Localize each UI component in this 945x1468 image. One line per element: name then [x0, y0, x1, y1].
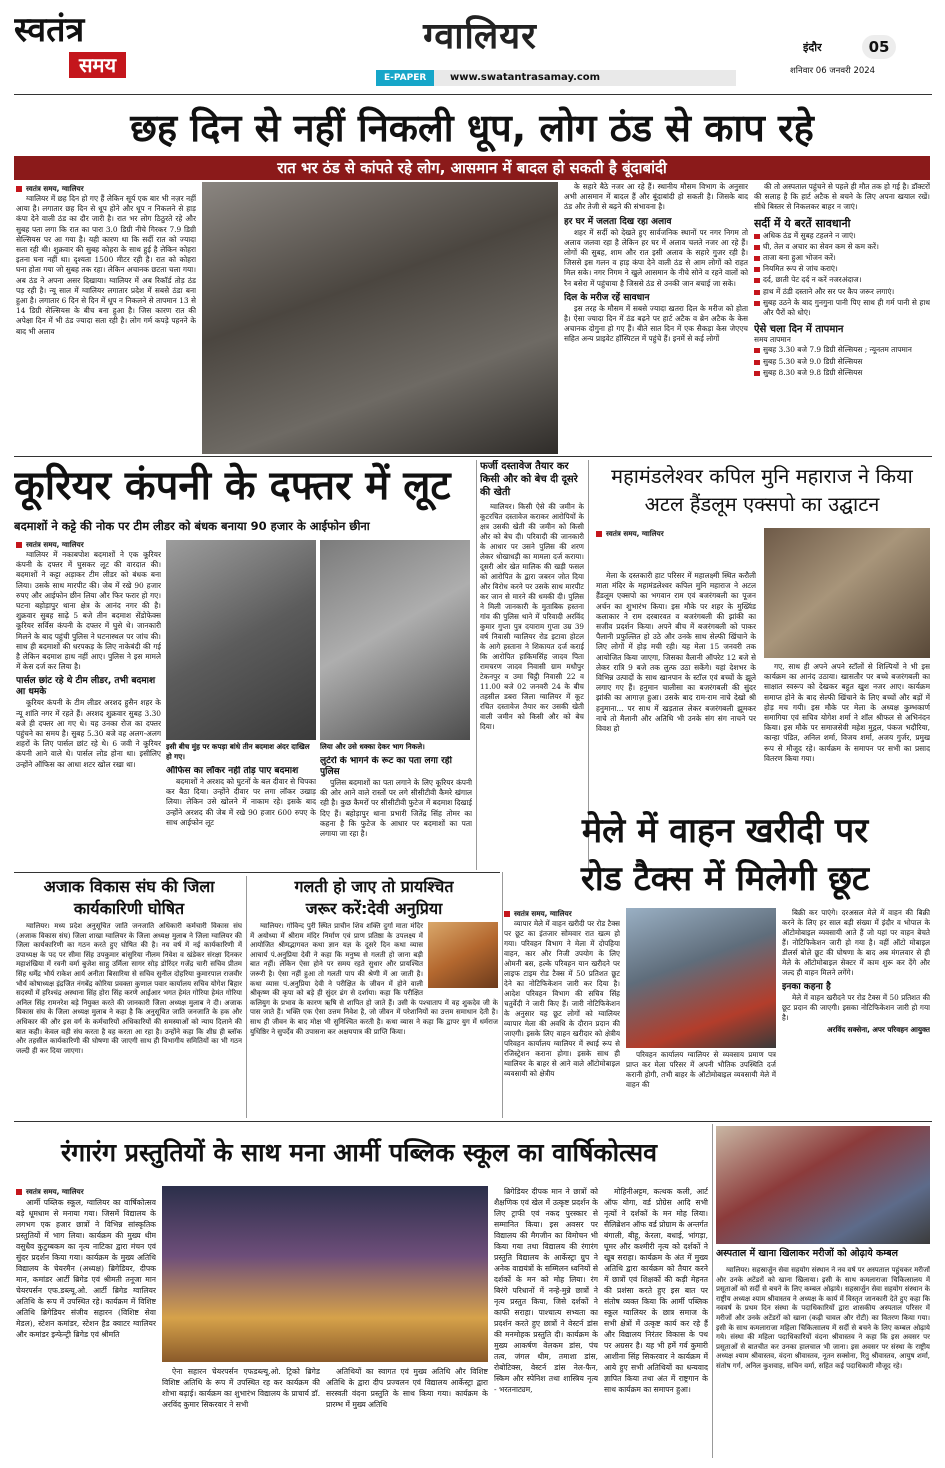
lead-subhead: रात भर ठंड से कांपते रहे लोग, आसमान में बादल हो सकती है बूंदाबांदी: [277, 159, 667, 177]
courier-col3: लुटेरों के भागने के रूट का पता लगा रही पुलिस पुलिस बदमाशों का पता लगाने के लिए कूरियर कंपनी की ओर आने वाले रास्तों पर लगे सीसीटीवी कैमरे खंगाल रही है। कुछ कैमरों पर सीसीटीवी फुटेज में बदमाश दिखाई दिए हैं। बहोड़ापुर थाना प्रभारी जितेंद्र सिंह तोमर का कहना है कि फुटेज के आधार पर बदमाशों का पता लगाया जा रहा है।: [320, 756, 472, 839]
road-tax-col3: बिक्री कर पाएंगे। दरअसल मेले में वाहन की बिक्री करने के लिए हर साल बड़ी संख्या में इंदौर व भोपाल के ऑटोमोबाइल व्यवसायी आते हैं जो यहां पर वाहन बेचते हैं। नोटिफिकेशन जारी हो गया है। वहीं ऑटो मोबाइल डीलर्स बोले छूट की घोषणा के बाद अब मंगलवार से ही मेले के ऑटोमोबाइल सेक्टर में काम शुरू कर देंगे और जल्द ही वाहन मिलने लगेंगे। इनका कहना है मेले में वाहन खरीदने पर रोड टैक्स में 50 प्रतिशत की छूट प्रदान की जाएगी। इसका नोटिफिकेशन जारी हो गया है। अरविंद सक्सेना, अपर परिवहन आयुक्त: [782, 908, 930, 1034]
army-col1: स्वतंत्र समय, ग्वालियर आर्मी पब्लिक स्कूल, ग्वालियर का वार्षिकोत्सव बड़े धूमधाम से मनाया गया। जिसमें विद्यालय के लगभग एक हजार छात्रों ने विभिन्न सांस्कृतिक प्रस्तुतियों में भाग लिया। कार्यक्रम की मुख्य थीम वसुधैव कुटुम्बकम का नृत्य नाटिका द्वारा मंचन एवं सुंदर प्रदर्शन किया गया। कार्यक्रम के मुख्य अतिथि विद्यालय के चेयरमैन (अध्यक्ष) ब्रिगेडियर, दीपक मान, कमांडर आर्टी ब्रिगेड एवं श्रीमती तनूजा मान चेयरपर्सन एफ.डब्ल्यू.ओ. आर्टी ब्रिगेड ग्वालियर अतिथि के रूप में उपस्थित रहे। कार्यक्रम में विशिष्ट अतिथि ब्रिगेडियर संजीव सहारन (विशिष्ट सेवा मेडल), स्टेशन कमांडर, स्टेशन हैड क्वाटर ग्वालियर और कमांडर इन्फेन्ट्री ब्रिगेड एवं श्रीमति: [16, 1187, 156, 1339]
courier-caption-right: लिया और उसे धक्का देकर भाग निकले।: [320, 742, 425, 751]
lead-sub-temperature: ऐसे चला दिन में तापमान: [754, 324, 844, 336]
lead-photo: [202, 182, 558, 454]
army-byline: स्वतंत्र समय, ग्वालियर: [16, 1186, 156, 1197]
divider: [14, 456, 932, 457]
ajak-text: ग्वालियर। मध्य प्रदेश अनुसूचित जाति जनजाति अधिकारी कर्मचारी विकास संघ (अजाक विकास संघ) जिला शाखा ग्वालियर के जिला अध्यक्ष मुलाब ने जिला ग्वालियर की जिला कार्यकारिणी का गठन करते हुए घोषित की है। नव वर्ष में नई कार्यकारिणी में उपाध्यक्ष के पद पर सीमा सिंह उपकुमार बांसुरिया नीलम निवेश व खंडेकर संरक्षा दिनकर महाशंखिया में रवनी वर्मा बुजेश साहु उर्मिला सागर सोड़ डोरिंदर गजेंद्र चारी सचिव प्रीतम सिंह धर्मेंद्र भौर्य राकेश आर्य अनीता बिसारिया से सचिव सुनील दोहरिया कुमारपाल राजवीर भौर्य कोषाध्यक्ष इंद्रजित नंगबेंद्र कोरिया प्रवक्ता कुणाल पवार कार्यालय सचिव योगेश बिहार सदस्यों में हरिश्चंद्र अस्थाना सिंह होरा सिंह करणे आईआर भगत हेमंत गोरिया हेमंत गोरिया अनिल सिंह रामनरेश बड़े नियुक्त करते की जानकारी जिला अध्यक्ष मुलाब ने दी। अजाक विकास संघ के जिला अध्यक्ष मुलाब ने कहा है कि अनुसूचित जाति जनजाति के हक और अधिकार की और इस वर्ग के कर्मचारियों अधिकारियों की समस्याओं को न्याय दिलाने की बात कही। केवल वही संघ करता है वह करता आ रहा है। उन्होंने कहा कि शीघ्र ही ब्लॉक और तहसील कार्यकारिणी की घोषणा की जाएगी साथ ही विभागीय समितियों का भी गठन जल्दी ही कर दिया जाएगा।: [16, 922, 242, 1055]
list-item: सुबह 8.30 बजे 9.8 डिग्री सेल्सियस: [754, 368, 930, 378]
army-photo: [162, 1186, 488, 1362]
divider: [712, 1124, 713, 1458]
courier-sub-locker: ऑफिस का लॉकर नहीं तोड़ पाए बदमाश: [166, 766, 299, 776]
list-item: घी, तेल व अचार का सेवन कम से कम करें।: [754, 242, 930, 252]
divider: [502, 872, 503, 1118]
mistake-headline-2: जरूर करें:देवी अनुप्रिया: [305, 899, 443, 918]
logo[interactable]: [14, 10, 139, 88]
issue-date: शनिवार 06 जनवरी 2024: [790, 66, 876, 76]
epaper-strip: [376, 70, 736, 86]
road-tax-photo-caption: परिवहन कार्यालय ग्वालियर से व्यवसाय प्रमाण पत्र प्राप्त कर मेला परिसर में अपनी भौतिक उपस्थिति दर्ज करानी होगी, तभी बाहर के ऑटोमोबाइल व्यवसायी मेले में वाहन की: [626, 1050, 776, 1089]
epaper-label: E-PAPER: [376, 70, 434, 86]
expo-headline: महामंडलेश्वर कपिल मुनि महाराज ने किया अटल हैंडलूम एक्सपो का उद्घाटन: [611, 464, 913, 516]
list-item: नियमित रूप से जांच कराएं।: [754, 264, 930, 274]
speaker-photo: [428, 922, 498, 988]
temp-label: समय तापमान: [754, 335, 791, 345]
lead-col4: की तो अस्पताल पहुंचने से पहले ही मौत तक हो गई है। डॉक्टरों की सलाह है कि हार्ट अटैक से बचने के लिए अपना खयाल रखें। सीधे बिस्तर से निकलकर बाहर न जाएं। सर्दी में ये बरतें सावधानी अधिक ठंड में सुबह टहलने न जाएं। घी, तेल व अचार का सेवन कम से कम करें। ताजा बना हुआ भोजन करें। नियमित रूप से जांच कराएं। दर्द, छाती पेट दर्द न करें नजरअंदाज। हाथ में ठंडी दस्ताने और सर पर कैप जरूर लगाएं। सुबह उठने के बाद गुनगुना पानी पिए साथ ही गर्म पानी से हाथ और पैरों को धोएं। ऐसे चला दिन में तापमान समय तापमान सुबह 3.30 बजे 7.9 डिग्री सेल्सियस ; न्यूनतम तापमान सुबह 5.30 बजे 9.0 डिग्री सेल्सियस सुबह 8.30 बजे 9.8 डिग्री सेल्सियस: [754, 182, 930, 377]
army-col4: मोहिनीअट्टम, कत्थक कली, आर्ट ऑफ योगा, वर्ड प्रोग्रेस आदि सभी नृत्यों ने दर्शकों के मन मोह लिया। सैलिब्रेशन ऑफ वर्ड प्रोग्राम के अन्तर्गत बंगाली, बीहू, केरला, बधाई, भांगड़ा, घूमर और कश्मीरी नृत्य को दर्शकों ने खूब सराहा। कार्यक्रम के अंत में मुख्य अतिथि द्वारा कार्यक्रम को तैयार करने में छात्रों एवं शिक्षकों की कड़ी मेहनत की प्रशंसा करते हुए इस बात पर संतोष व्यक्त किया कि आर्मी पब्लिक स्कूल ग्वालियर के छात्र समाज के सभी क्षेत्रों में उत्कृष्ट कार्य कर रहे हैं और विद्यालय निरंतर विकास के पथ पर अग्रसर है। यह भी हमें गर्व कुमारी आशीना सिंह सिकरवार ने कार्यक्रम में आये हुए सभी अतिथियों का धन्यवाद ज्ञापित किया तथा अंत में राष्ट्रगान के साथ कार्यक्रम का समापन हुआ।: [604, 1187, 708, 1394]
expo-col1: स्वतंत्र समय, ग्वालियर मेला के दस्तकारी हाट परिसर में महालक्ष्मी स्थित करौली माता मंदिर के महामंडलेश्वर कपिल मुनि महाराज ने अटल हैंडलूम एक्सपो का भगवान राम एवं बजरंगबली का पूजन अर्चन का शुभारंभ किया। इस मौके पर शहर के मुख्यिंड कलाकार ने राम दरबारवत व बजरंगबली की झांकी का सजीव प्रदर्शन किया। अपने बीच में बजरंगबली को पाकर पैलानी प्रफुल्लित हो उठे और उनके साथ सेल्फी खिंचाने के लिए लोगों में होड़ मची रही। यह मेला 15 जनवरी तक आयोजित किया जाएगा, जिसका वैलानी ऑपरेट 12 बजे से लेकर रात्रि 9 बजे तक लुत्फ उठा सकेंगे। यहां देशभर के विभिन्न उत्पादों के साथ खानपान के स्टॉल एवं बच्चों के झूले लगाए गए हैं। हनुमान चालीसा का बजरंगबली की सुंदर झांकी का आगाज़ हुआ। उसके बाद राम-राम नाचे देखो श्री हनुमाना... पर साथ में खड़ताल लेकर बजरंगबली झूमकर नाचे तो मैलानी और अतिथि भी उनके संग संग नाचने पर विवश हो: [596, 529, 756, 734]
courier-col2: ऑफिस का लॉकर नहीं तोड़ पाए बदमाश बदमाशों ने अरशद को घुटनों के बल दीवार से चिपका कर बैठा दिया। उन्होंने दीवार पर लगा लॉकर उखाड़ लिया। लेकिन उसे खोलने में नाकाम रहे। इसके बाद उन्होंने अरशद की जेब में रखे 90 हजार 600 रुपए के साथ आईफोन लूट: [166, 766, 316, 827]
mistake-body: ग्वालियर। गोविन्द पुरी स्थित प्राचीन शिव शक्ति दुर्गा माता मंदिर में अयोध्या में श्रीराम मंदिर निर्माण एवं प्राण प्रतिष्ठा के उपलक्ष्य में आयोजित श्रीमद्भागवत कथा ज्ञान यज्ञ के दूसरे दिन कथा व्यास आचार्य पं.अनुप्रिया देवी ने कहा कि मनुष्य से गलती हो जाना बड़ी बात नहीं। लेकिन ऐसा होने पर समय रहते सुधार और प्रायश्चित जरूरी है। ऐसा नहीं हुआ तो गलती पाप की श्रेणी में आ जाती है। कथा व्यास पं.अनुप्रिया देवी ने परीक्षित के जीवन में होने वाली श्रीकृष्ण की कृपा को बड़े ही सुंदर ढंग से दर्शाया। कहा कि परीक्षित कलियुग के प्रभाव के कारण ऋषि से शापित हो जाते हैं। उसी के पश्चाताप में वह शुकदेव जी के पास जाते हैं। भक्ति एक ऐसा उत्तम निवेश है, जो जीवन में परेशानियों का उत्तम समाधान देती है। साथ ही जीवन के बाद मोक्ष भी सुनिश्चित करती है। कथा व्यास ने कहा कि द्वापर युग में धर्मराज युधिष्ठिर ने सुपर्देव की उपासना कर अक्षयपात्र की प्राप्ति किया।: [250, 922, 498, 1036]
list-item: दर्द, छाती पेट दर्द न करें नजरअंदाज।: [754, 275, 930, 285]
logo-bottom: समय: [69, 52, 126, 78]
courier-byline: स्वतंत्र समय, ग्वालियर: [16, 539, 161, 550]
army-under-photo-1: ऐना सहारन चेयरपर्सन एफडब्ल्यू.ओ. ट्रिको ब्रिगेड विशिष्ट अतिथि के रूप में उपस्थित रह कर कार्यक्रम की शोभा बढ़ाई। कार्यक्रम का शुभारंभ विद्यालय के प्राचार्य डॉ. अरविंद कुमार सिकरवार ने सभी: [162, 1367, 320, 1409]
lead-col3: के सहारे बैठे नजर आ रहे हैं। स्थानीय मौसम विभाग के अनुसार अभी आसमान में बादल हैं और बूंदाबांदी हो सकती है। जिसके बाद ठंड और तेजी से बढ़ने की संभावना है। हर घर में जलता दिख रहा अलाव शहर में सर्दी को देखते हुए सार्वजनिक स्थानों पर नगर निगम तो अलाव जलवा रहा है लेकिन हर घर में अलाव चलते नजर आ रहे हैं। लोगों की सुबह, शाम और रात इसी अलाव के सहारे गुजर रही है। जिससे इस गलन व हाड़ कंपा देने वाली ठंड से आम लोगों को राहत मिल सके। नगर निगम ने खुले आसमान के नीचे सोने व रहने वालों को रैन बसेरा में पहुंचाया है जिससे ठंड से उनकी जान बचाई जा सके। दिल के मरीज रहें सावधान इस तरह के मौसम में सबसे ज्यादा खतरा दिल के मरीज को होता है। ऐसा ज्यादा दिन में ठंड बढ़ने पर हार्ट अटैक व ब्रेन अटैक के केस अचानक दोगुना हो गए हैं। बीते सात दिन में एक सैकड़ा केस जेएएच सहित अन्य प्राइवेट हॉस्पिटल में पहुंचे हैं। इनमें से कई लोगों: [564, 182, 748, 344]
hospital-photo: [716, 1126, 930, 1244]
expo-col2: गए, साथ ही अपने अपने स्टॉलों से शिल्पियों ने भी इस कार्यक्रम का आनंद उठाया। खासतौर पर बच्चे बजरंगबली का साक्षात स्वरूप को देखकर बहुत खुश नजर आए। कार्यक्रम समाप्त होने के बाद सेल्फी खिंचाने के लिए बच्चों और बड़ों में होड़ मच गयी। इस मौके पर मेला के अध्यक्ष कुम्भकार्ण समागिया एवं सचिव योगेश शर्मा ने शॉल श्रीफल से अभिनंदन किया। इस मौके पर समाजसेवी महेश मुद्गल, पंकज भदौरिया, कान्हा पंडित, अनिल शर्मा, विजय शर्मा, अजय गुर्जर, प्रमुख रूप से मौजूद रहे। कार्यक्रम के समापन पर सभी का प्रसाद वितरण किया गया।: [764, 662, 930, 763]
divider: [476, 460, 477, 870]
road-tax-headline-1: मेले में वाहन खरीदी पर: [581, 811, 869, 851]
courier-caption-left: इसी बीच मुंह पर कपड़ा बांधे तीन बदमाश अंदर दाखिल हो गए।: [166, 742, 310, 761]
expo-byline: स्वतंत्र समय, ग्वालियर: [596, 528, 756, 539]
lead-headline: छह दिन से नहीं निकली धूप, लोग ठंड से काप रहे: [130, 106, 814, 150]
courier-photo-left: [166, 540, 316, 740]
city-name: ग्वालियर: [423, 16, 537, 57]
expo-photo: [764, 528, 930, 658]
page-number: 05: [862, 35, 896, 59]
temperature-list: [754, 345, 930, 378]
courier-headline: कूरियर कंपनी के दफ्तर में लूट: [14, 463, 451, 509]
army-headline: रंगारंग प्रस्तुतियों के साथ मना आर्मी पब्लिक स्कूल का वार्षिकोत्सव: [60, 1138, 658, 1167]
courier-subhead: बदमाशों ने कट्टे की नोक पर टीम लीडर को बंधक बनाया 90 हजार के आईफोन छीना: [14, 519, 370, 533]
divider: [14, 1121, 932, 1122]
divider: [14, 872, 500, 873]
edition-name: इंदौर: [803, 41, 822, 54]
precaution-list: [754, 231, 930, 319]
mistake-headline-1: गलती हो जाए तो प्रायश्चित: [294, 877, 454, 896]
road-tax-col1: स्वतंत्र समय, ग्वालियर व्यापार मेले में वाहन खरीदी पर रोड टैक्स पर छूट का इंतजार सोमवार रात खत्म हो गया। परिवहन विभाग ने मेला में दोपहिया वाहन, कार और निजी उपयोग के लिए ओमनी बस, हल्के परिवहन यान खरीदने पर लाइफ टाइम रोड टैक्स में 50 प्रतिशत छूट देने का नोटिफिकेशन जारी कर दिया है। आदेश परिवहन विभाग की सचिव सिंह चतुर्वेदी ने जारी किए हैं। जारी नोटिफिकेशन के अनुसार यह छूट लोगों को ग्वालियर व्यापार मेला की अवधि के दौरान प्रदान की जाएगी। इसके लिए वाहन खरीदार को क्षेत्रीय परिवहन कार्यालय ग्वालियर में स्थाई रूप से रजिस्ट्रेशन कराना होगा। इसके साथ ही ग्वालियर के बाहर से आने वाले ऑटोमोबाइल व्यवसायी को क्षेत्रीय: [504, 909, 620, 1078]
masthead: [0, 0, 945, 96]
list-item: सुबह 3.30 बजे 7.9 डिग्री सेल्सियस ; न्यूनतम तापमान: [754, 345, 930, 355]
lead-col1: [16, 183, 196, 453]
lead-sub-bonfire: हर घर में जलता दिख रहा अलाव: [564, 216, 672, 227]
list-item: ताजा बना हुआ भोजन करें।: [754, 253, 930, 263]
ajak-headline: अजाक विकास संघ की जिला कार्यकारिणी घोषित: [43, 877, 215, 918]
road-tax-quote-head: इनका कहना है: [782, 982, 831, 992]
fake-docs-story: फर्जी दस्तावेज तैयार कर किसी और को बेच दी दूसरे की खेती ग्वालियर। किसी ऐसे की जमीन के कूटरचित दस्तावेज कराकर आरोपियों के क्षत्र उसकी खेती की जमीन को किसी और को बेच दी। परिवादी की जानकारी के आधार पर उसने पुलिस की शरण लेकर धोखाधड़ी का मामला दर्ज कराया। दूसरी ओर खेत मालिक की खड़ी फसल को आरोपित के द्वारा जबरन जोत दिया और विरोध करने पर उसके साथ मारपीट कर जान से मारने की धमकी दी। पुलिस ने मिली जानकारी के मुताबिक हस्तना गांव की पुलिस थाने में परिवादी अरविंद कुमार गुप्ता पुत्र दयाराम गुप्ता उम्र 39 वर्ष निवासी ग्वालियर रोड इटावा होटल के आगे हस्ताना ने शिकायत दर्ज कराई कि आरोपित हाकिमसिंह जादव पिता रामचरण जादव निवासी ग्राम मधौपुर टेकनपुर व उमा चिट्ठी निवासी 22 व 11.00 बजे 02 जनवरी 24 के बीच तहसील डबरा जिला ग्वालियर में कूट रचित दस्तावेज तैयार कर उसकी खेती वाली जमीन को किसी और को बेच दिया।: [480, 461, 584, 731]
list-item: अधिक ठंड में सुबह टहलने न जाएं।: [754, 231, 930, 241]
lead-sub-precautions: सर्दी में ये बरतें सावधानी: [754, 216, 851, 230]
hospital-text: ग्वालियर। सहस्रार्जुन सेवा सहयोग संस्थान ने नव वर्ष पर अस्पताल पहुंचकर मरीजों और उनके अटेंडरों को खाना खिलाया। इसी के साथ कमलाराजा चिकित्सालय में प्रसूताओं को सर्दी से बचने के लिए कम्बल ओढ़ाये। सहस्रार्जुन सेवा सहयोग संस्थान के राष्ट्रीय अध्यक्ष श्याम श्रीवास्तव ने अध्यक्ष के कार्य में विस्तृत जानकारी देते हुए कहा कि नववर्ष के प्रथम दिन संस्था के पदाधिकारियों द्वारा शासकीय अस्पताल परिसर में मरीजों और उनके अटेंडरों को खाना (कढ़ी चावल और रोटी) का वितरण किया गया। इसी के साथ कमलाराजा महिला चिकित्सालय में सर्दी से बचने के लिए कम्बल ओढ़ाये गये। संस्था की महिला पदाधिकारियों वंदना श्रीवास्तव ने कहा कि इस अवसर पर प्रसूताओं से बातचीत कर उनका हालचाल भी जाना। इस अवसर पर संस्था के राष्ट्रीय अध्यक्ष श्याम श्रीवास्तव, वंदना श्रीवास्तव, नूतन सक्सेना, रितु श्रीवास्तव, आयुष शर्मा, संतोष गर्ग, अनिल कुशवाह, सचिन वर्मा, सहित कई पदाधिकारी मौजूद रहे।: [716, 1266, 930, 1370]
logo-top: स्वतंत्र: [14, 10, 85, 50]
list-item: हाथ में ठंडी दस्ताने और सर पर कैप जरूर लगाएं।: [754, 287, 930, 297]
road-tax-quote-author: अरविंद सक्सेना, अपर परिवहन आयुक्त: [827, 1025, 930, 1034]
lead-col1-text: ग्वालियर में छह दिन हो गए हैं लेकिन सूर्य एक बार भी नज़र नहीं आया है। लगातार छह दिन से धूप होने और धूप न निकलने से हाड़ कंपा देने वाली ठंड का दौर जारी है। रात भर लोग ठिठुरते रहे और सुबह पता लगा कि रात का पारा 3.0 डिग्री नीचे गिरकर 7.9 डिग्री सेल्सियस पर आ गया है। यही कारण था कि सर्दी रात को ज्यादा सता रही थी। शुक्रवार की सुबह कोहरा के साथ हुई है लेकिन कोहरा इतना घना नहीं था। दृश्यता 1500 मीटर रही है। रात को कोहरा घना होता गया जो सुबह तक रहा। लेकिन अचानक छटता चला गया। अब ठंड ने अपना असर दिखाया। ग्वालियर में अब रिकॉर्ड तोड़ ठंड पड़ रही है। न्यू साल में ग्वालियर लगातार प्रदेश में सबसे ठंडा बना हुआ है। लगातार 6 दिन से दिन में धूप न निकलने से तापमान 13 से 14 डिग्री सेल्सियस के बीच बना हुआ है। जिस कारण रात की अपेक्षा दिन में भी ठंड ज्यादा सता रही है। लोग गर्म कपड़े पहनने के बाद भी अलाव: [16, 194, 196, 336]
lead-subhead-bar: [14, 156, 930, 180]
lead-sub-heart: दिल के मरीज रहें सावधान: [564, 292, 650, 303]
road-tax-byline: स्वतंत्र समय, ग्वालियर: [504, 908, 620, 919]
website-link[interactable]: www.swatantrasamay.com: [450, 72, 601, 83]
list-item: सुबह उठने के बाद गुनगुना पानी पिए साथ ही गर्म पानी से हाथ और पैरों को धोएं।: [754, 298, 930, 318]
courier-sub-route: लुटेरों के भागने के रूट का पता लगा रही पुलिस: [320, 756, 452, 777]
road-tax-photo: [626, 908, 776, 1048]
courier-col1: स्वतंत्र समय, ग्वालियर ग्वालियर में नकाबपोश बदमाशों ने एक कूरियर कंपनी के दफ्तर में घुसकर लूट की वारदात की। बदमाशों ने कट्टा अड़ाकर टीम लीडर को बंधक बना लिया। उसके साथ मारपीट की। जेब में रखे 90 हजार रुपए और आईफोन छीन लिया और फिर फरार हो गए। घटना बहोड़ापुर थाना क्षेत्र के आनंद नगर की है। शुक्रवार सुबह साढ़े 5 बजे तीन बदमाश सेंडोफेक्स कूरियर सर्विस कंपनी के दफ्तर में घुसे थे। जानकारी मिलने के बाद पहुंची पुलिस ने घटनास्थल पर जांच की। साथ ही बदमाशों की धरपकड़ के लिए नाकेबंदी की गई है लेकिन बदमाश हाथ नहीं आए। पुलिस ने इस मामले में केस दर्ज कर लिया है। पार्सल छांट रहे थे टीम लीडर, तभी बदमाश आ धमके कूरियर कंपनी के टीम लीडर अरशद हुसैन शहर के न्यू शांति नगर में रहते हैं। अरशद शुक्रवार सुबह 3.30 बजे ही दफ्तर आ गए थे। यह उनका रोज का दफ्तर पहुंचने का समय है। सुबह 5.30 बजे वह अलग-अलग शहरों के लिए पार्सल छांट रहे थे। 6 जवी ने कूरियर कंपनी आने वाले थे। पार्सल लोड होना था। इसीलिए उन्होंने ऑफिस का आधा शटर खोल रखा था।: [16, 540, 161, 769]
fake-docs-headline: फर्जी दस्तावेज तैयार कर किसी और को बेच दी दूसरे की खेती: [480, 461, 578, 498]
army-col3: ब्रिगेडियर दीपक मान ने छात्रों को शैक्षणिक एवं खेल में उत्कृष्ट प्रदर्शन के लिए ट्राफी एवं नकद पुरस्कार से सम्मानित किया। इस अवसर पर विद्यालय की मैगजीन का विमोचन भी किया गया तथा विद्यालय की रंगारंग प्रस्तुति विद्यालय के आर्केस्ट्रा ग्रुप ने अनेक वाद्ययंत्रों के सम्मिलन ध्वनियों से दर्शकों के मन को मोह लिया। रंग बिरंगे परिधानों में नन्हे-मुन्ने छात्रों ने नृत्य प्रस्तुत किया, जिसे दर्शकों ने काफी सराहा। पाश्चात्य सभ्यता का प्रदर्शन करते हुए छात्रों ने वेस्टर्न डांस की मनमोहक प्रस्तुति दी। कार्यक्रम के मुख्य आकर्षण वेलकम डांस, पंच तत्व, जंगल थीम, तमाशा डांस, रोबोटिक्स, वेस्टर्न डांस नेल-फैन, स्किम और स्पेनिश तथा शास्त्रिय नृत्य - भरतनाट्यम,: [494, 1187, 598, 1394]
divider: [246, 876, 247, 1118]
road-tax-headline-2: रोड टैक्स में मिलेगी छूट: [580, 859, 870, 899]
lead-byline: स्वतंत्र समय, ग्वालियर: [16, 183, 196, 194]
masthead-rule: [14, 94, 932, 95]
courier-photo-right: [320, 540, 470, 740]
hospital-headline: अस्पताल में खाना खिलाकर मरीजों को ओढ़ाये कम्बल: [716, 1248, 898, 1259]
list-item: सुबह 5.30 बजे 9.0 डिग्री सेल्सियस: [754, 357, 930, 367]
army-under-photo-2: अतिथियों का स्वागत एवं मुख्य अतिथि और विशिष्ट अतिथि के द्वारा दीप प्रज्वलन एवं विद्यालय आर्केस्ट्रा द्वारा सरस्वती वंदना प्रस्तुति के साथ किया गया। कार्यक्रम के प्रारम्भ में मुख्य अतिथि: [326, 1367, 488, 1409]
courier-sub-parcel: पार्सल छांट रहे थे टीम लीडर, तभी बदमाश आ धमके: [16, 676, 156, 698]
